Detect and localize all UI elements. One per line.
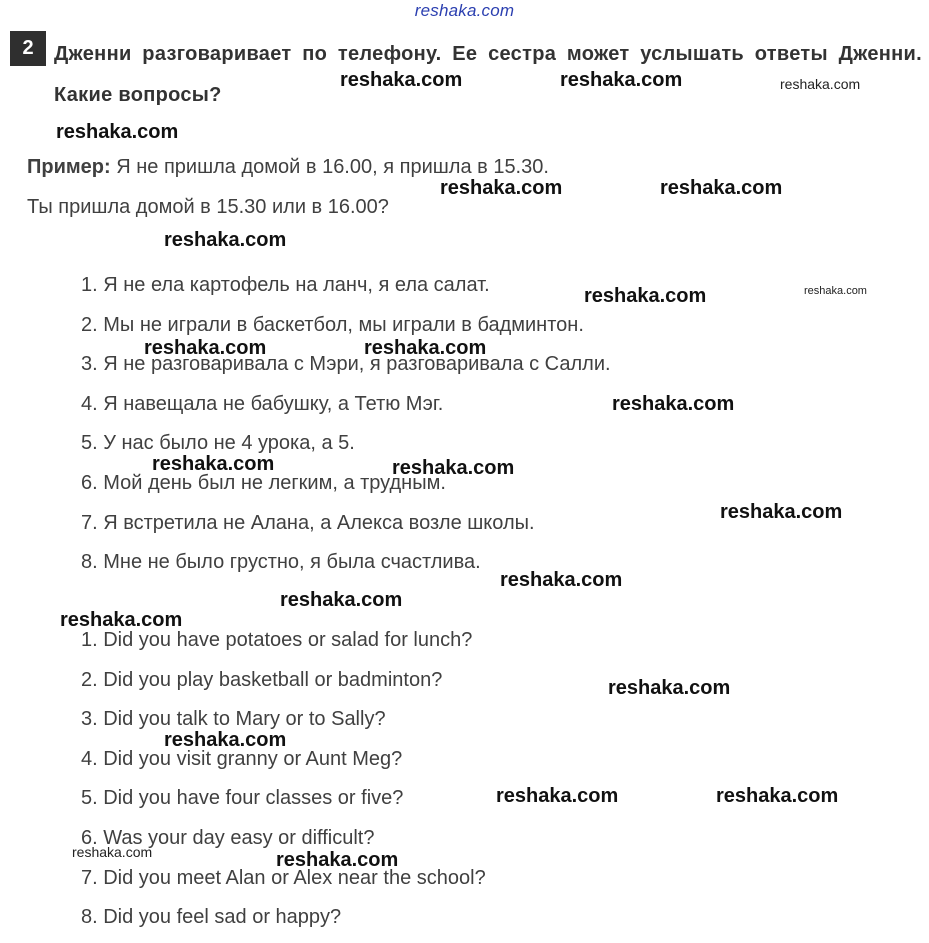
statement-item: 2. Мы не играли в баскетбол, мы играли в бадминтон. (81, 313, 584, 336)
watermark: reshaka.com (440, 177, 563, 199)
statement-item: 8. Мне не было грустно, я была счастлива. (81, 551, 481, 574)
statement-item: 3. Я не разговаривала с Мэри, я разговаривала с Салли. (81, 353, 611, 376)
watermark: reshaka.com (280, 589, 403, 611)
statement-item: 6. Мой день был не легким, а трудным. (81, 471, 446, 494)
statement-item: 4. Я навещала не бабушку, а Тетю Мэг. (81, 392, 444, 415)
task-number-badge: 2 (10, 31, 46, 66)
watermark: reshaka.com (72, 844, 153, 860)
watermark: reshaka.com (780, 76, 861, 92)
watermark: reshaka.com (392, 457, 515, 479)
watermark: reshaka.com (164, 229, 287, 251)
watermark: reshaka.com (152, 453, 275, 475)
watermark: reshaka.com (500, 569, 623, 591)
watermark: reshaka.com (804, 285, 867, 297)
watermark: reshaka.com (560, 69, 683, 91)
statement-item: 5. У нас было не 4 урока, а 5. (81, 432, 355, 455)
watermark: reshaka.com (340, 69, 463, 91)
watermark: reshaka.com (144, 337, 267, 359)
statement-item: 7. Я встретила не Алана, а Алекса возле школы. (81, 511, 535, 534)
watermark: reshaka.com (584, 285, 707, 307)
task-title: Дженни разговаривает по телефону. Ее сестра может услышать ответы Дженни. Какие вопросы? (54, 43, 922, 106)
answers-list (81, 626, 486, 943)
example-label: Пример: (27, 156, 111, 178)
example-question: Ты пришла домой в 15.30 или в 16.00? (27, 196, 389, 218)
watermark: reshaka.com (496, 785, 619, 807)
watermark: reshaka.com (164, 729, 287, 751)
watermark: reshaka.com (608, 677, 731, 699)
watermark: reshaka.com (60, 609, 183, 631)
answer-item: 3. Did you talk to Mary or to Sally? (81, 708, 386, 731)
watermark: reshaka.com (716, 785, 839, 807)
answer-item: 8. Did you feel sad or happy? (81, 906, 342, 929)
site-header-watermark: reshaka.com (414, 1, 515, 20)
answer-item: 4. Did you visit granny or Aunt Meg? (81, 747, 403, 770)
answer-item: 5. Did you have four classes or five? (81, 787, 404, 810)
answer-item: 1. Did you have potatoes or salad for lunch? (81, 629, 473, 651)
watermark: reshaka.com (720, 501, 843, 523)
answer-item: 2. Did you play basketball or badminton? (81, 668, 443, 691)
watermark: reshaka.com (660, 177, 783, 199)
watermark: reshaka.com (276, 849, 399, 871)
statements-list (81, 271, 611, 588)
answer-item: 6. Was your day easy or difficult? (81, 826, 375, 849)
answer-item: 7. Did you meet Alan or Alex near the school? (81, 866, 486, 889)
watermark: reshaka.com (364, 337, 487, 359)
statement-item: 1. Я не ела картофель на ланч, я ела салат. (81, 274, 490, 296)
watermark: reshaka.com (612, 393, 735, 415)
example-text: Я не пришла домой в 16.00, я пришла в 15.30. (110, 156, 549, 178)
watermark: reshaka.com (56, 121, 179, 143)
